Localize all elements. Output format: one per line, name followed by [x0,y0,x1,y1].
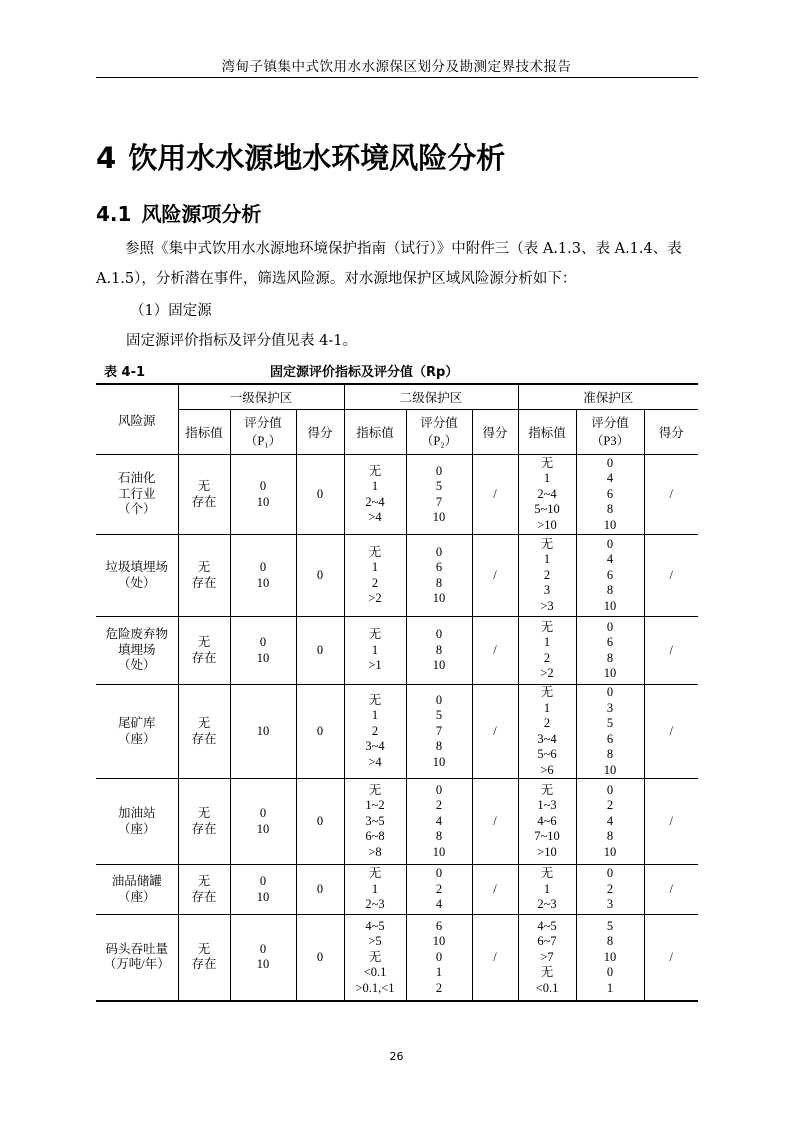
cell-line: 2 [435,798,443,813]
cell-line: 无 [197,479,211,493]
cell-line: 0 [606,782,614,797]
cell-line: 尾矿库 [117,716,156,730]
cell-line: 存在 [191,821,217,836]
cell-line: 3~4 [537,731,557,746]
cell-line: 3~5 [365,813,385,828]
cell-line: >1 [368,658,382,673]
intro-paragraph: 参照《集中式饮用水水源地环境保护指南（试行）》中附件三（表 A.1.3、表 A.1.4、表 A.1.5），分析潜在事件，筛选风险源。对水源地保护区域风险源分析如下： [96,241,682,287]
cell-line: 10 [603,949,617,964]
table-title: 固定源评价指标及评分值（Rp） [270,365,459,380]
cell-line: 4 [606,471,614,486]
zone2-score [406,865,472,915]
cell-line: >0.1,<1 [355,980,395,995]
zone2-indicator [344,685,406,779]
cell-line: 0 [606,685,614,699]
cell-line: 填埋场 [117,642,156,657]
cell-line: 4 [606,813,614,828]
running-header: 湾甸子镇集中式饮用水水源保区划分及勘测定界技术报告 [221,59,572,75]
zone1-indicator [178,685,230,779]
cell-line: 2 [543,650,551,665]
table-row [96,865,698,915]
zone2-result: / [472,455,518,535]
cell-line: 8 [606,502,614,517]
cell-line: 无 [197,806,211,820]
cell-line: 1 [371,708,379,723]
cell-line: 2 [543,716,551,730]
cell-line: 无 [540,965,554,979]
zone2-score [406,915,472,1001]
cell-line: 10 [256,889,270,904]
cell-line: 5 [606,716,614,730]
cell-line: 10 [432,510,446,524]
cell-line: <0.1 [363,965,387,979]
zone3-indicator [518,915,576,1001]
zone3-indicator [518,455,576,535]
risk-source-name [96,915,178,1001]
zone3-result: / [644,865,698,915]
cell-line: >8 [368,844,382,859]
cell-line: 3 [606,700,614,715]
zone3-indicator [518,685,576,779]
zone2-indicator [344,535,406,617]
cell-line: 8 [606,934,614,948]
cell-line: （处） [117,658,156,673]
table-row [96,685,698,779]
cell-line: 8 [435,739,443,754]
chapter-number: 4 [96,141,117,175]
zone1-score [230,617,296,685]
cell-line: 无 [368,692,382,707]
cell-line: 1~2 [365,798,385,813]
cell-line: 5 [606,918,614,933]
cell-line: 1 [606,980,614,995]
cell-line: 10 [603,844,617,859]
zone1-indicator [178,779,230,865]
cell-line: 2 [435,881,443,896]
cell-line: 无 [368,544,382,559]
cell-line: （个） [117,502,156,517]
cell-line: 无 [540,685,554,699]
header-result: 得分 [472,410,518,455]
cell-line: 7 [435,723,443,738]
header-indicator: 指标值 [178,410,230,455]
zone3-score [576,535,644,617]
cell-line: 6 [606,486,614,501]
cell-line: 4 [606,552,614,567]
cell-line: 6 [435,560,443,574]
cell-line: 危险废弃物 [105,627,168,642]
zone3-result: / [644,617,698,685]
cell-line: 5~6 [537,747,557,761]
cell-line: 10 [256,494,270,509]
zone3-indicator [518,865,576,915]
zone3-score [576,779,644,865]
cell-line: 3 [606,897,614,912]
risk-source-name [96,865,178,915]
cell-line: 0 [259,479,267,493]
table-row [96,617,698,685]
cell-line: 10 [256,723,270,738]
zone1-score [230,455,296,535]
zone1-indicator [178,865,230,915]
cell-line: 2~3 [365,897,385,912]
cell-line: 无 [368,463,382,478]
cell-line: 加油站 [117,806,156,820]
cell-line: 10 [603,762,617,777]
cell-line: <0.1 [535,980,559,995]
zone1-result: 0 [296,535,344,617]
cell-line: 工行业 [117,486,156,501]
header-score-p1: 评分值 （P₁） [230,410,296,455]
cell-line: 2 [606,881,614,896]
cell-line: 0 [606,965,614,979]
cell-line: 2 [543,567,551,582]
cell-line: 存在 [191,650,217,665]
cell-line: 0 [435,627,443,642]
cell-line: 10 [603,666,617,680]
section-heading [96,198,261,227]
cell-line: 4~5 [365,918,385,933]
zone2-score [406,617,472,685]
zone3-result: / [644,915,698,1001]
cell-line: 10 [256,575,270,590]
table-label: 表 4-1 [104,365,146,380]
cell-line: 0 [435,949,443,964]
zone2-result: / [472,535,518,617]
cell-line: （万吨/年） [103,957,170,972]
cell-line: 1 [371,560,379,574]
header-score-p2: 评分值 （P₂） [406,410,472,455]
cell-line: >5 [368,934,382,948]
header-indicator: 指标值 [518,410,576,455]
cell-line: >3 [540,598,554,613]
cell-line: 无 [197,716,211,730]
chapter-title: 饮用水水源地水环境风险分析 [128,141,506,175]
cell-line: 1 [543,635,551,649]
table-row [96,535,698,617]
cell-line: 8 [435,575,443,590]
cell-line: 8 [435,642,443,657]
cell-line: >2 [368,591,382,605]
cell-line: 1 [543,881,551,896]
cell-line: 无 [540,455,554,470]
cell-line: 1 [543,552,551,567]
table-body [96,455,698,1001]
zone1-indicator [178,535,230,617]
cell-line: 0 [606,536,614,551]
header-zone-2: 二级保护区 [344,384,518,410]
cell-line: 4 [435,897,443,912]
risk-source-table [96,383,698,1002]
risk-source-name [96,455,178,535]
zone3-indicator [518,617,576,685]
cell-line: 无 [540,866,554,881]
cell-line: 10 [256,650,270,665]
cell-line: 6~7 [537,934,557,948]
cell-line: 2 [371,575,379,590]
cell-line: 2 [606,798,614,813]
zone1-indicator [178,455,230,535]
zone1-score [230,865,296,915]
cell-line: >4 [368,754,382,769]
zone3-score [576,685,644,779]
zone3-score [576,455,644,535]
zone1-score [230,535,296,617]
zone1-indicator [178,915,230,1001]
cell-line: 6 [606,567,614,582]
section-number: 4.1 [96,202,132,226]
risk-source-name [96,617,178,685]
cell-line: 10 [432,591,446,605]
zone2-indicator [344,779,406,865]
table-row [96,915,698,1001]
list-item-fixed-source: （1）固定源 [130,303,212,319]
zone3-result: / [644,455,698,535]
cell-line: 6 [606,731,614,746]
cell-line: 8 [606,747,614,761]
cell-line: 8 [606,650,614,665]
cell-line: 4 [435,813,443,828]
zone2-indicator [344,617,406,685]
cell-line: >10 [537,517,557,532]
cell-line: 4~5 [537,918,557,933]
zone2-result: / [472,865,518,915]
zone2-score [406,535,472,617]
cell-line: 5~10 [534,502,560,517]
cell-line: 无 [540,782,554,797]
cell-line: 0 [435,866,443,881]
zone1-result: 0 [296,779,344,865]
cell-line: （座） [117,889,156,904]
zone2-indicator [344,915,406,1001]
zone1-result: 0 [296,915,344,1001]
cell-line: 6 [606,635,614,649]
cell-line: 3 [543,583,551,598]
zone1-result: 0 [296,455,344,535]
cell-line: 10 [432,934,446,948]
cell-line: 0 [435,782,443,797]
cell-line: 10 [432,844,446,859]
zone2-result: / [472,779,518,865]
cell-line: 1 [371,479,379,493]
header-risk-source: 风险源 [96,384,178,455]
chapter-heading [96,136,505,177]
header-indicator: 指标值 [344,410,406,455]
cell-line: 石油化 [117,471,156,486]
cell-line: 2 [435,980,443,995]
section-title: 风险源项分析 [141,202,262,226]
cell-line: 垃圾填埋场 [105,560,168,574]
zone1-indicator [178,617,230,685]
zone1-score [230,779,296,865]
cell-line: 码头吞吐量 [105,941,168,956]
zone2-indicator [344,455,406,535]
cell-line: 1 [543,700,551,715]
header-zone-1: 一级保护区 [178,384,344,410]
cell-line: 5 [435,708,443,723]
zone1-result: 0 [296,617,344,685]
header-result: 得分 [296,410,344,455]
risk-source-name [96,535,178,617]
cell-line: 0 [259,635,267,649]
cell-line: 5 [435,479,443,493]
cell-line: 无 [368,782,382,797]
header-rule [96,77,698,78]
risk-source-name [96,779,178,865]
cell-line: >2 [540,666,554,680]
zone2-score [406,685,472,779]
cell-line: 0 [435,544,443,559]
cell-line: 存在 [191,575,217,590]
cell-line: 2~3 [537,897,557,912]
cell-line: 1~3 [537,798,557,813]
cell-line: 0 [435,463,443,478]
cell-line: 2~4 [365,494,385,509]
zone2-result: / [472,915,518,1001]
cell-line: 无 [197,941,211,956]
table-row [96,779,698,865]
cell-line: 0 [606,619,614,634]
zone3-result: / [644,779,698,865]
cell-line: 无 [368,627,382,642]
cell-line: >4 [368,510,382,524]
zone2-score [406,455,472,535]
cell-line: 2 [371,723,379,738]
cell-line: 无 [540,536,554,551]
cell-line: 存在 [191,957,217,972]
zone1-score [230,915,296,1001]
cell-line: 6~8 [365,829,385,844]
zone3-result: / [644,535,698,617]
cell-line: （座） [117,731,156,746]
cell-line: 8 [606,583,614,598]
cell-line: >7 [540,949,554,964]
zone1-result: 0 [296,685,344,779]
zone1-score [230,685,296,779]
fixed-source-description: 固定源评价指标及评分值见表 4-1。 [126,333,357,349]
cell-line: 1 [371,881,379,896]
cell-line: 无 [197,560,211,574]
cell-line: 7~10 [534,829,560,844]
cell-line: 无 [368,866,382,881]
zone2-indicator [344,865,406,915]
cell-line: 2~4 [537,486,557,501]
cell-line: 无 [197,635,211,649]
cell-line: 无 [368,949,382,964]
zone2-result: / [472,685,518,779]
cell-line: 0 [259,941,267,956]
cell-line: 存在 [191,889,217,904]
cell-line: 4~6 [537,813,557,828]
header-zone-3: 准保护区 [518,384,698,410]
zone3-indicator [518,535,576,617]
zone3-score [576,865,644,915]
table-row [96,455,698,535]
cell-line: >10 [537,844,557,859]
cell-line: 1 [371,642,379,657]
cell-line: （处） [117,575,156,590]
zone1-result: 0 [296,865,344,915]
risk-source-name [96,685,178,779]
cell-line: （座） [117,821,156,836]
cell-line: 10 [432,658,446,673]
cell-line: 10 [256,957,270,972]
cell-line: 油品储罐 [111,874,162,888]
cell-line: 0 [259,874,267,888]
zone2-result: / [472,617,518,685]
cell-line: 0 [606,455,614,470]
cell-line: 8 [435,829,443,844]
cell-line: 10 [432,754,446,769]
cell-line: 无 [197,874,211,888]
header-result: 得分 [644,410,698,455]
cell-line: 3~4 [365,739,385,754]
zone3-score [576,617,644,685]
header-score-p3: 评分值 （P3） [576,410,644,455]
cell-line: 存在 [191,494,217,509]
cell-line: 存在 [191,731,217,746]
cell-line: 无 [540,619,554,634]
cell-line: >6 [540,762,554,777]
zone2-score [406,779,472,865]
cell-line: 7 [435,494,443,509]
cell-line: 0 [259,560,267,574]
cell-line: 1 [435,965,443,979]
cell-line: 1 [543,471,551,486]
cell-line: 6 [435,918,443,933]
cell-line: 0 [606,866,614,881]
zone3-indicator [518,779,576,865]
cell-line: 10 [603,517,617,532]
cell-line: 0 [435,692,443,707]
zone3-result: / [644,685,698,779]
cell-line: 10 [256,821,270,836]
cell-line: 10 [603,598,617,613]
zone3-score [576,915,644,1001]
cell-line: 8 [606,829,614,844]
cell-line: 0 [259,806,267,820]
page-number: 26 [389,1050,404,1063]
